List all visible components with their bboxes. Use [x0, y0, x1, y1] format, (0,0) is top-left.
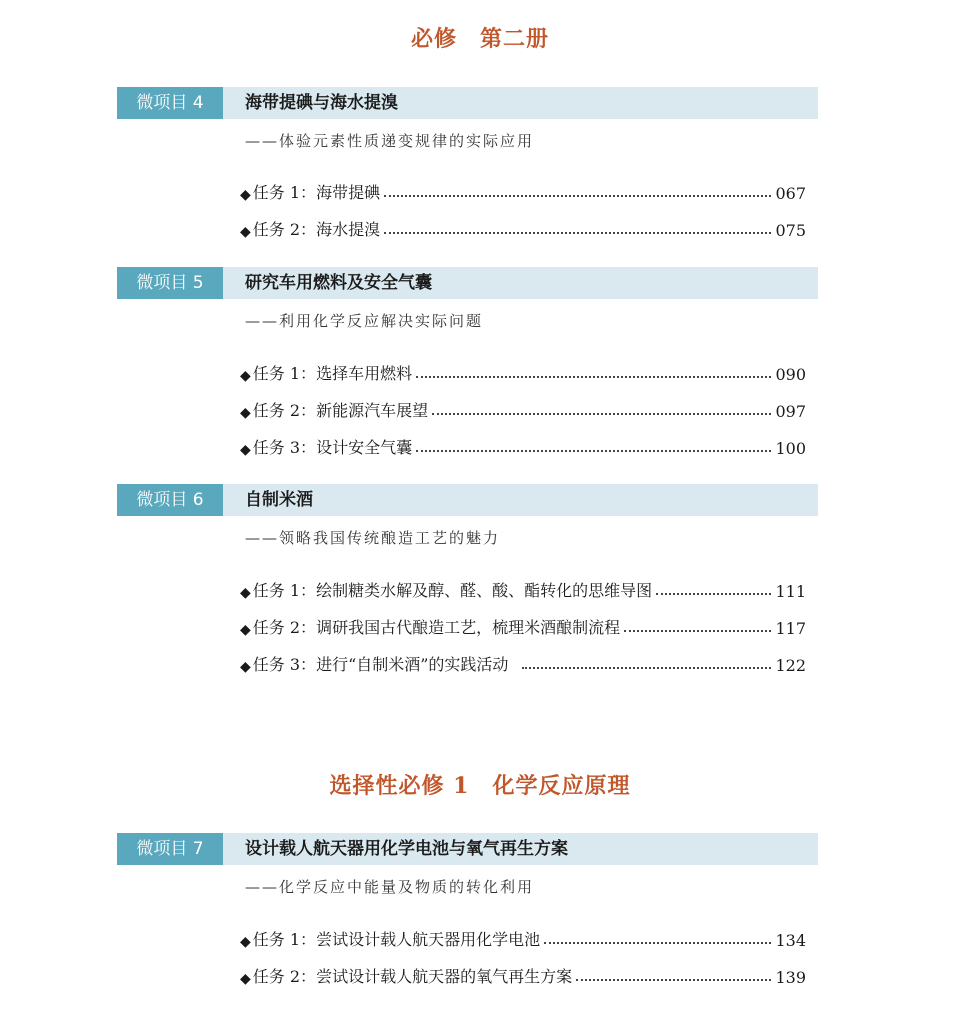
dot-leader [544, 942, 771, 944]
task-prefix: 任务 2： [252, 618, 317, 637]
volume-title: 选择性必修 1 化学反应原理 [329, 773, 631, 799]
task-name: 新能源汽车展望 [316, 401, 429, 420]
page-number: 100 [775, 439, 806, 458]
task-name: 选择车用燃料 [316, 364, 413, 383]
diamond-bullet-icon: ◆ [240, 224, 251, 240]
page-number: 075 [775, 221, 806, 240]
toc-entry[interactable] [240, 179, 806, 203]
dot-leader [416, 376, 771, 378]
task-prefix: 任务 3： [252, 438, 317, 457]
page-number: 122 [775, 656, 806, 675]
toc-entry[interactable] [240, 651, 806, 675]
task-name: 尝试设计载人航天器的氧气再生方案 [316, 967, 573, 986]
dot-leader [384, 232, 771, 234]
project-title: 研究车用燃料及安全气囊 [245, 273, 432, 293]
project-subtitle: ——化学反应中能量及物质的转化利用 [245, 878, 535, 896]
toc-entry[interactable] [240, 360, 806, 384]
page-number: 111 [775, 582, 806, 601]
task-name: 设计安全气囊 [316, 438, 413, 457]
dot-leader [656, 593, 771, 595]
task-prefix: 任务 2： [252, 220, 317, 239]
toc-entry[interactable] [240, 434, 806, 458]
diamond-bullet-icon: ◆ [240, 934, 251, 950]
diamond-bullet-icon: ◆ [240, 368, 251, 384]
dot-leader [624, 630, 771, 632]
project-header[interactable] [117, 484, 818, 516]
project-title: 设计载人航天器用化学电池与氧气再生方案 [245, 839, 568, 859]
task-prefix: 任务 3： [252, 655, 317, 674]
page-number: 134 [775, 931, 806, 950]
task-name: 海水提溴 [316, 220, 381, 239]
diamond-bullet-icon: ◆ [240, 405, 251, 421]
project-header[interactable] [117, 87, 818, 119]
task-name: 尝试设计载人航天器用化学电池 [316, 930, 541, 949]
task-prefix: 任务 1： [252, 364, 317, 383]
toc-entry[interactable] [240, 577, 806, 601]
project-title: 海带提碘与海水提溴 [245, 93, 398, 113]
dot-leader [384, 195, 771, 197]
page-number: 090 [775, 365, 806, 384]
page-number: 067 [775, 184, 806, 203]
project-label: 微项目 5 [117, 267, 223, 299]
project-label: 微项目 6 [117, 484, 223, 516]
diamond-bullet-icon: ◆ [240, 971, 251, 987]
dot-leader [416, 450, 771, 452]
toc-entry[interactable] [240, 397, 806, 421]
diamond-bullet-icon: ◆ [240, 442, 251, 458]
diamond-bullet-icon: ◆ [240, 622, 251, 638]
project-header[interactable] [117, 267, 818, 299]
dot-leader [576, 979, 771, 981]
task-name: 进行“自制米酒”的实践活动 [316, 655, 509, 674]
diamond-bullet-icon: ◆ [240, 659, 251, 675]
project-header[interactable] [117, 833, 818, 865]
page-number: 117 [775, 619, 806, 638]
project-label: 微项目 7 [117, 833, 223, 865]
project-title: 自制米酒 [245, 490, 313, 510]
project-subtitle: ——体验元素性质递变规律的实际应用 [245, 132, 535, 150]
task-name: 绘制糖类水解及醇、醛、酸、酯转化的思维导图 [316, 581, 653, 600]
project-subtitle: ——领略我国传统酿造工艺的魅力 [245, 529, 501, 547]
volume-title: 必修 第二册 [410, 26, 549, 52]
task-prefix: 任务 1： [252, 183, 317, 202]
diamond-bullet-icon: ◆ [240, 585, 251, 601]
project-subtitle: ——利用化学反应解决实际问题 [245, 312, 484, 330]
diamond-bullet-icon: ◆ [240, 187, 251, 203]
dot-leader [522, 667, 771, 669]
toc-entry[interactable] [240, 963, 806, 987]
task-prefix: 任务 2： [252, 967, 317, 986]
toc-entry[interactable] [240, 926, 806, 950]
task-name: 海带提碘 [316, 183, 381, 202]
task-prefix: 任务 1： [252, 930, 317, 949]
project-label: 微项目 4 [117, 87, 223, 119]
page-number: 139 [775, 968, 806, 987]
task-prefix: 任务 2： [252, 401, 317, 420]
dot-leader [432, 413, 771, 415]
toc-entry[interactable] [240, 216, 806, 240]
page-number: 097 [775, 402, 806, 421]
task-name: 调研我国古代酿造工艺，梳理米酒酿制流程 [316, 618, 621, 637]
task-prefix: 任务 1： [252, 581, 317, 600]
toc-entry[interactable] [240, 614, 806, 638]
